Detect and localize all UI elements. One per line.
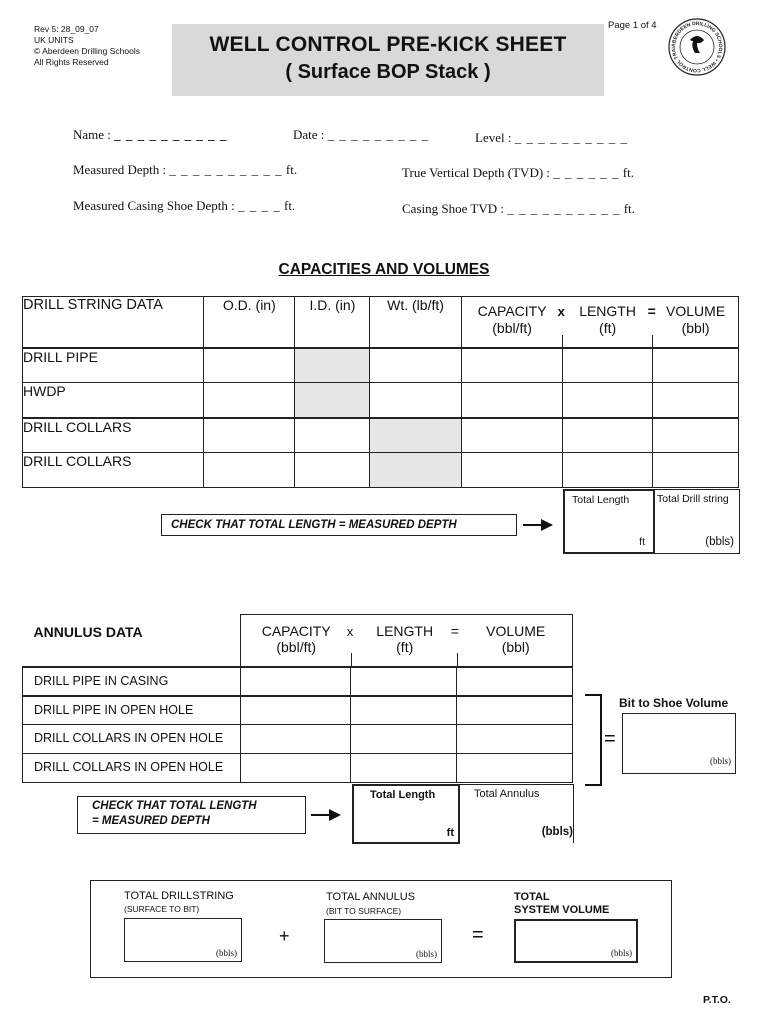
name-blank: _ _ _ _ _ _ _ _ _ _ bbox=[114, 127, 228, 142]
summary-total-label-line2: SYSTEM VOLUME bbox=[514, 904, 610, 916]
bit-shoe-unit: (bbls) bbox=[710, 756, 731, 766]
capacity-input[interactable] bbox=[461, 453, 562, 488]
annulus-col-capacity bbox=[241, 623, 352, 655]
col-capacity-unit: (bbl/ft) bbox=[492, 320, 532, 336]
col-id: I.D. (in) bbox=[295, 297, 370, 348]
measured-depth-field[interactable] bbox=[73, 162, 297, 178]
row-label-hwdp: HWDP bbox=[23, 383, 204, 418]
od-input[interactable] bbox=[204, 383, 295, 418]
summary-total-label-line1: TOTAL bbox=[514, 891, 550, 903]
table-row bbox=[23, 418, 739, 453]
arrow-right-icon bbox=[311, 808, 341, 822]
od-input[interactable] bbox=[204, 453, 295, 488]
annulus-col-volume-label: VOLUME bbox=[486, 623, 546, 639]
level-blank: _ _ _ _ _ _ _ _ _ _ bbox=[514, 130, 628, 145]
page-number: Page 1 of 4 bbox=[608, 20, 657, 31]
shoetvd-label: Casing Shoe TVD : bbox=[402, 201, 504, 216]
summary-ds-sub: (SURFACE TO BIT) bbox=[124, 904, 200, 914]
total-system-volume-input[interactable] bbox=[514, 919, 638, 963]
annulus-title: ANNULUS DATA bbox=[23, 615, 241, 667]
annulus-check-note bbox=[77, 796, 306, 834]
col-capacity-label: CAPACITY bbox=[477, 303, 547, 319]
drill-string-table bbox=[22, 296, 739, 488]
total-drillstring-input[interactable] bbox=[124, 918, 242, 962]
length-input[interactable] bbox=[351, 754, 457, 783]
wt-shaded-cell bbox=[370, 418, 461, 453]
volume-input[interactable] bbox=[652, 348, 738, 383]
summary-tot-unit: (bbls) bbox=[611, 948, 632, 958]
drill-string-header-row bbox=[23, 297, 739, 348]
annulus-col-volume-unit: (bbl) bbox=[501, 639, 530, 655]
annulus-row-label: DRILL COLLARS IN OPEN HOLE bbox=[23, 725, 241, 754]
table-row bbox=[23, 383, 739, 418]
length-input[interactable] bbox=[351, 725, 457, 754]
annulus-total-length-label: Total Length bbox=[370, 789, 436, 801]
total-annulus-label: Total Annulus bbox=[474, 788, 540, 800]
volume-input[interactable] bbox=[457, 696, 573, 725]
date-label: Date : bbox=[293, 127, 325, 142]
annulus-table bbox=[22, 614, 573, 783]
tvd-blank: _ _ _ _ _ _ bbox=[553, 165, 620, 180]
id-input[interactable] bbox=[295, 418, 370, 453]
total-drill-string-unit: (bbls) bbox=[705, 536, 734, 548]
length-input[interactable] bbox=[562, 383, 652, 418]
annulus-total-length-unit: ft bbox=[446, 827, 454, 839]
id-input[interactable] bbox=[295, 453, 370, 488]
length-input[interactable] bbox=[351, 696, 457, 725]
length-input[interactable] bbox=[562, 453, 652, 488]
date-blank: _ _ _ _ _ _ _ _ _ bbox=[327, 127, 430, 142]
meta-revision: Rev 5: 28_09_07 bbox=[34, 24, 99, 34]
summary-ds-label: TOTAL DRILLSTRING bbox=[124, 890, 234, 902]
annulus-col-capacity-unit: (bbl/ft) bbox=[276, 639, 317, 655]
annulus-op-equals: = bbox=[450, 623, 459, 639]
table-row bbox=[23, 453, 739, 488]
pto-label: P.T.O. bbox=[703, 994, 731, 1006]
annulus-check-line1: CHECK THAT TOTAL LENGTH bbox=[92, 800, 257, 812]
summary-ann-label: TOTAL ANNULUS bbox=[326, 891, 416, 903]
total-annulus-unit: (bbls) bbox=[541, 826, 573, 838]
table-row bbox=[23, 348, 739, 383]
od-input[interactable] bbox=[204, 418, 295, 453]
total-length-box[interactable] bbox=[563, 489, 655, 554]
bit-shoe-label: Bit to Shoe Volume bbox=[619, 696, 729, 710]
col-volume-label: VOLUME bbox=[666, 303, 726, 319]
meta-rights: All Rights Reserved bbox=[34, 57, 109, 67]
md-blank: _ _ _ _ _ _ _ _ _ _ bbox=[169, 162, 283, 177]
od-input[interactable] bbox=[204, 348, 295, 383]
summary-ann-sub: (BIT TO SURFACE) bbox=[326, 906, 402, 916]
page-title: WELL CONTROL PRE-KICK SHEET bbox=[209, 33, 567, 56]
col-capacity bbox=[462, 303, 563, 337]
date-field[interactable] bbox=[293, 127, 429, 143]
tvd-unit: ft. bbox=[622, 165, 634, 180]
level-label: Level : bbox=[475, 130, 512, 145]
plus-icon: + bbox=[279, 926, 290, 946]
id-shaded-cell bbox=[295, 383, 370, 418]
table-row bbox=[23, 667, 573, 696]
summary-total-label bbox=[514, 891, 609, 917]
logo-text: ABERDEEN DRILLING SCHOOLS • WELL CONTROL TRAI bbox=[670, 20, 724, 74]
capacity-input[interactable] bbox=[240, 667, 351, 696]
table-row bbox=[23, 754, 573, 783]
annulus-col-length-label: LENGTH bbox=[376, 623, 434, 639]
document-meta bbox=[34, 24, 140, 68]
col-length-unit: (ft) bbox=[599, 320, 617, 336]
system-volume-summary bbox=[90, 880, 672, 978]
shoetvd-blank: _ _ _ _ _ _ _ _ _ _ bbox=[507, 201, 621, 216]
annulus-row-label: DRILL PIPE IN CASING bbox=[23, 667, 241, 696]
total-annulus-box[interactable] bbox=[458, 784, 574, 843]
total-length-unit: ft bbox=[639, 536, 645, 548]
annulus-col-length bbox=[352, 623, 458, 655]
col-drill-string-data: DRILL STRING DATA bbox=[23, 297, 204, 348]
col-wt: Wt. (lb/ft) bbox=[370, 297, 461, 348]
annulus-total-length-box[interactable] bbox=[352, 784, 460, 844]
shoe-unit: ft. bbox=[284, 198, 296, 213]
name-field[interactable] bbox=[73, 127, 227, 143]
capacity-input[interactable] bbox=[240, 696, 351, 725]
summary-ann-unit: (bbls) bbox=[416, 949, 437, 959]
table-row bbox=[23, 725, 573, 754]
name-label: Name : bbox=[73, 127, 111, 142]
casing-shoe-tvd-field[interactable] bbox=[402, 201, 635, 217]
capacity-input[interactable] bbox=[461, 348, 562, 383]
col-od: O.D. (in) bbox=[204, 297, 295, 348]
volume-input[interactable] bbox=[652, 453, 738, 488]
bit-shoe-equals: = bbox=[604, 728, 616, 750]
shoetvd-unit: ft. bbox=[623, 201, 635, 216]
annulus-col-volume bbox=[458, 623, 574, 655]
wt-shaded-cell bbox=[370, 453, 461, 488]
capacity-input[interactable] bbox=[240, 754, 351, 783]
check-total-length-note: CHECK THAT TOTAL LENGTH = MEASURED DEPTH bbox=[161, 514, 517, 536]
md-unit: ft. bbox=[285, 162, 298, 177]
row-label-drill-collars-2: DRILL COLLARS bbox=[23, 453, 204, 488]
annulus-header-row bbox=[23, 615, 573, 667]
length-input[interactable] bbox=[562, 418, 652, 453]
id-shaded-cell bbox=[295, 348, 370, 383]
capacity-input[interactable] bbox=[461, 383, 562, 418]
arrow-right-icon bbox=[523, 518, 553, 532]
volume-input[interactable] bbox=[652, 383, 738, 418]
meta-copyright: © Aberdeen Drilling Schools bbox=[34, 46, 140, 56]
wt-input[interactable] bbox=[370, 383, 461, 418]
total-drill-string-box[interactable] bbox=[653, 489, 740, 554]
annulus-row-label: DRILL COLLARS IN OPEN HOLE bbox=[23, 754, 241, 783]
col-length bbox=[563, 303, 653, 337]
table-row bbox=[23, 696, 573, 725]
capacity-input[interactable] bbox=[240, 725, 351, 754]
op-multiply: x bbox=[557, 304, 565, 319]
wt-input[interactable] bbox=[370, 348, 461, 383]
annulus-check-line2: = MEASURED DEPTH bbox=[92, 815, 210, 827]
col-volume bbox=[653, 303, 739, 337]
bit-shoe-volume-box[interactable] bbox=[622, 713, 736, 774]
annulus-row-label: DRILL PIPE IN OPEN HOLE bbox=[23, 696, 241, 725]
annulus-col-capacity-label: CAPACITY bbox=[261, 623, 331, 639]
bracket-icon bbox=[583, 694, 605, 786]
cap-len-vol-header bbox=[461, 297, 738, 348]
annulus-op-multiply: x bbox=[346, 624, 354, 639]
length-input[interactable] bbox=[351, 667, 457, 696]
total-length-label: Total Length bbox=[572, 494, 630, 506]
volume-input[interactable] bbox=[457, 667, 573, 696]
summary-ds-unit: (bbls) bbox=[216, 948, 237, 958]
level-field[interactable] bbox=[475, 130, 628, 146]
total-annulus-input[interactable] bbox=[324, 919, 442, 963]
volume-input[interactable] bbox=[652, 418, 738, 453]
tvd-label: True Vertical Depth (TVD) : bbox=[402, 165, 551, 180]
row-label-drill-pipe: DRILL PIPE bbox=[23, 348, 204, 383]
title-box bbox=[172, 24, 604, 96]
length-input[interactable] bbox=[562, 348, 652, 383]
annulus-col-length-unit: (ft) bbox=[396, 639, 414, 655]
casing-shoe-depth-field[interactable] bbox=[73, 198, 295, 214]
tvd-field[interactable] bbox=[402, 165, 634, 181]
page-subtitle: ( Surface BOP Stack ) bbox=[285, 61, 491, 83]
aberdeen-logo bbox=[668, 18, 726, 76]
op-equals: = bbox=[647, 303, 656, 319]
summary-equals: = bbox=[472, 924, 484, 946]
md-label: Measured Depth : bbox=[73, 162, 167, 177]
col-length-label: LENGTH bbox=[579, 303, 636, 319]
volume-input[interactable] bbox=[457, 754, 573, 783]
shoe-blank: _ _ _ _ bbox=[238, 198, 281, 213]
capacities-heading: CAPACITIES AND VOLUMES bbox=[278, 261, 490, 278]
meta-units: UK UNITS bbox=[34, 35, 74, 45]
col-volume-unit: (bbl) bbox=[681, 320, 710, 336]
volume-input[interactable] bbox=[457, 725, 573, 754]
capacity-input[interactable] bbox=[461, 418, 562, 453]
shoe-label: Measured Casing Shoe Depth : bbox=[73, 198, 235, 213]
total-drill-string-label: Total Drill string bbox=[657, 493, 729, 505]
row-label-drill-collars: DRILL COLLARS bbox=[23, 418, 204, 453]
annulus-cap-len-vol-header bbox=[240, 615, 572, 667]
